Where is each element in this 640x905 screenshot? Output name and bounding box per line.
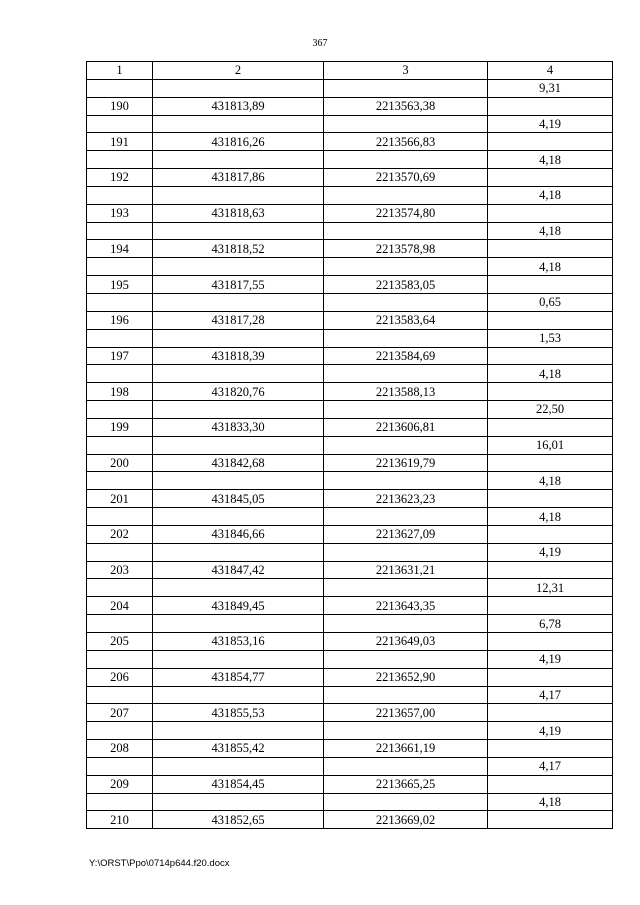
x-coordinate-cell: 431818,52: [153, 240, 324, 258]
footer-file-path: Y:\ORST\Ppo\0714p644.f20.docx: [89, 858, 230, 869]
empty-cell: [324, 293, 488, 311]
distance-cell: 4,18: [488, 186, 613, 204]
empty-cell: [153, 650, 324, 668]
y-coordinate-cell: 2213669,02: [324, 811, 488, 829]
empty-cell: [488, 561, 613, 579]
x-coordinate-cell: 431817,55: [153, 276, 324, 294]
empty-cell: [153, 365, 324, 383]
distance-row: [87, 757, 613, 775]
empty-cell: [153, 401, 324, 419]
empty-cell: [324, 543, 488, 561]
empty-cell: [87, 401, 153, 419]
empty-cell: [153, 115, 324, 133]
point-row: [87, 311, 613, 329]
empty-cell: [488, 775, 613, 793]
point-number-cell: 195: [87, 276, 153, 294]
empty-cell: [488, 240, 613, 258]
empty-cell: [87, 579, 153, 597]
empty-cell: [488, 276, 613, 294]
point-number-cell: 191: [87, 133, 153, 151]
x-coordinate-cell: 431818,39: [153, 347, 324, 365]
page-number: 367: [312, 38, 328, 49]
distance-cell: 4,19: [488, 543, 613, 561]
coordinates-table: [86, 61, 613, 829]
distance-cell: 4,18: [488, 151, 613, 169]
empty-cell: [153, 436, 324, 454]
distance-cell: 16,01: [488, 436, 613, 454]
table-body: [87, 79, 613, 828]
empty-cell: [87, 329, 153, 347]
x-coordinate-cell: 431852,65: [153, 811, 324, 829]
point-row: [87, 668, 613, 686]
x-coordinate-cell: 431846,66: [153, 525, 324, 543]
empty-cell: [488, 383, 613, 401]
distance-cell: 4,18: [488, 793, 613, 811]
empty-cell: [324, 793, 488, 811]
empty-cell: [87, 722, 153, 740]
distance-row: [87, 79, 613, 97]
empty-cell: [324, 151, 488, 169]
distance-row: [87, 508, 613, 526]
empty-cell: [153, 151, 324, 169]
empty-cell: [488, 97, 613, 115]
empty-cell: [87, 472, 153, 490]
empty-cell: [87, 543, 153, 561]
empty-cell: [153, 722, 324, 740]
x-coordinate-cell: 431816,26: [153, 133, 324, 151]
x-coordinate-cell: 431842,68: [153, 454, 324, 472]
distance-row: [87, 115, 613, 133]
empty-cell: [153, 186, 324, 204]
empty-cell: [488, 133, 613, 151]
point-number-cell: 206: [87, 668, 153, 686]
distance-cell: 6,78: [488, 615, 613, 633]
x-coordinate-cell: 431855,53: [153, 704, 324, 722]
distance-row: [87, 401, 613, 419]
empty-cell: [87, 258, 153, 276]
empty-cell: [153, 258, 324, 276]
empty-cell: [324, 686, 488, 704]
empty-cell: [324, 757, 488, 775]
distance-row: [87, 293, 613, 311]
empty-cell: [153, 472, 324, 490]
distance-cell: 4,19: [488, 115, 613, 133]
y-coordinate-cell: 2213570,69: [324, 169, 488, 187]
distance-cell: 4,18: [488, 365, 613, 383]
empty-cell: [488, 454, 613, 472]
distance-row: [87, 186, 613, 204]
empty-cell: [87, 793, 153, 811]
empty-cell: [153, 793, 324, 811]
y-coordinate-cell: 2213627,09: [324, 525, 488, 543]
empty-cell: [87, 615, 153, 633]
y-coordinate-cell: 2213661,19: [324, 740, 488, 758]
point-number-cell: 201: [87, 490, 153, 508]
empty-cell: [87, 186, 153, 204]
empty-cell: [153, 508, 324, 526]
point-number-cell: 198: [87, 383, 153, 401]
distance-cell: 4,19: [488, 722, 613, 740]
point-row: [87, 347, 613, 365]
distance-row: [87, 722, 613, 740]
point-number-cell: 192: [87, 169, 153, 187]
empty-cell: [153, 329, 324, 347]
point-number-cell: 210: [87, 811, 153, 829]
distance-cell: 4,18: [488, 258, 613, 276]
distance-cell: 1,53: [488, 329, 613, 347]
empty-cell: [87, 365, 153, 383]
x-coordinate-cell: 431849,45: [153, 597, 324, 615]
empty-cell: [488, 525, 613, 543]
empty-cell: [324, 329, 488, 347]
empty-cell: [488, 169, 613, 187]
y-coordinate-cell: 2213583,64: [324, 311, 488, 329]
x-coordinate-cell: 431818,63: [153, 204, 324, 222]
empty-cell: [324, 722, 488, 740]
y-coordinate-cell: 2213619,79: [324, 454, 488, 472]
empty-cell: [324, 436, 488, 454]
x-coordinate-cell: 431833,30: [153, 418, 324, 436]
empty-cell: [488, 311, 613, 329]
point-row: [87, 597, 613, 615]
point-row: [87, 454, 613, 472]
y-coordinate-cell: 2213563,38: [324, 97, 488, 115]
empty-cell: [153, 686, 324, 704]
point-number-cell: 199: [87, 418, 153, 436]
y-coordinate-cell: 2213578,98: [324, 240, 488, 258]
y-coordinate-cell: 2213584,69: [324, 347, 488, 365]
distance-cell: 4,17: [488, 686, 613, 704]
empty-cell: [488, 490, 613, 508]
column-header-1: 1: [87, 62, 153, 80]
x-coordinate-cell: 431820,76: [153, 383, 324, 401]
empty-cell: [153, 543, 324, 561]
distance-row: [87, 579, 613, 597]
distance-row: [87, 222, 613, 240]
point-number-cell: 205: [87, 633, 153, 651]
empty-cell: [87, 222, 153, 240]
empty-cell: [153, 579, 324, 597]
empty-cell: [87, 508, 153, 526]
empty-cell: [324, 508, 488, 526]
point-row: [87, 490, 613, 508]
distance-row: [87, 365, 613, 383]
distance-cell: 4,18: [488, 472, 613, 490]
empty-cell: [87, 686, 153, 704]
distance-row: [87, 472, 613, 490]
empty-cell: [324, 222, 488, 240]
point-number-cell: 207: [87, 704, 153, 722]
distance-cell: 22,50: [488, 401, 613, 419]
point-number-cell: 193: [87, 204, 153, 222]
empty-cell: [324, 472, 488, 490]
point-row: [87, 97, 613, 115]
empty-cell: [87, 115, 153, 133]
y-coordinate-cell: 2213631,21: [324, 561, 488, 579]
point-number-cell: 197: [87, 347, 153, 365]
distance-cell: 4,19: [488, 650, 613, 668]
empty-cell: [488, 704, 613, 722]
y-coordinate-cell: 2213566,83: [324, 133, 488, 151]
empty-cell: [87, 757, 153, 775]
empty-cell: [324, 115, 488, 133]
point-number-cell: 209: [87, 775, 153, 793]
y-coordinate-cell: 2213649,03: [324, 633, 488, 651]
empty-cell: [324, 579, 488, 597]
empty-cell: [488, 740, 613, 758]
x-coordinate-cell: 431817,86: [153, 169, 324, 187]
point-number-cell: 203: [87, 561, 153, 579]
y-coordinate-cell: 2213623,23: [324, 490, 488, 508]
distance-cell: 4,18: [488, 508, 613, 526]
empty-cell: [488, 204, 613, 222]
x-coordinate-cell: 431854,77: [153, 668, 324, 686]
point-row: [87, 740, 613, 758]
column-header-3: 3: [324, 62, 488, 80]
y-coordinate-cell: 2213652,90: [324, 668, 488, 686]
empty-cell: [488, 811, 613, 829]
distance-cell: 12,31: [488, 579, 613, 597]
point-row: [87, 775, 613, 793]
empty-cell: [153, 222, 324, 240]
x-coordinate-cell: 431854,45: [153, 775, 324, 793]
x-coordinate-cell: 431817,28: [153, 311, 324, 329]
point-row: [87, 561, 613, 579]
x-coordinate-cell: 431847,42: [153, 561, 324, 579]
column-header-4: 4: [488, 62, 613, 80]
empty-cell: [488, 668, 613, 686]
point-row: [87, 240, 613, 258]
distance-cell: 9,31: [488, 79, 613, 97]
distance-row: [87, 686, 613, 704]
point-row: [87, 133, 613, 151]
empty-cell: [488, 597, 613, 615]
empty-cell: [324, 186, 488, 204]
distance-row: [87, 329, 613, 347]
distance-row: [87, 436, 613, 454]
empty-cell: [153, 293, 324, 311]
empty-cell: [488, 418, 613, 436]
point-row: [87, 169, 613, 187]
y-coordinate-cell: 2213588,13: [324, 383, 488, 401]
point-row: [87, 383, 613, 401]
distance-row: [87, 650, 613, 668]
y-coordinate-cell: 2213574,80: [324, 204, 488, 222]
distance-row: [87, 543, 613, 561]
empty-cell: [488, 633, 613, 651]
empty-cell: [324, 650, 488, 668]
point-row: [87, 704, 613, 722]
empty-cell: [87, 293, 153, 311]
point-number-cell: 202: [87, 525, 153, 543]
x-coordinate-cell: 431855,42: [153, 740, 324, 758]
y-coordinate-cell: 2213657,00: [324, 704, 488, 722]
point-row: [87, 811, 613, 829]
empty-cell: [87, 151, 153, 169]
point-number-cell: 208: [87, 740, 153, 758]
point-row: [87, 418, 613, 436]
point-row: [87, 276, 613, 294]
empty-cell: [87, 436, 153, 454]
point-number-cell: 196: [87, 311, 153, 329]
empty-cell: [324, 401, 488, 419]
point-row: [87, 525, 613, 543]
empty-cell: [87, 650, 153, 668]
y-coordinate-cell: 2213643,35: [324, 597, 488, 615]
y-coordinate-cell: 2213665,25: [324, 775, 488, 793]
x-coordinate-cell: 431813,89: [153, 97, 324, 115]
column-header-2: 2: [153, 62, 324, 80]
point-row: [87, 204, 613, 222]
point-number-cell: 194: [87, 240, 153, 258]
empty-cell: [324, 365, 488, 383]
empty-cell: [153, 757, 324, 775]
empty-cell: [488, 347, 613, 365]
empty-cell: [324, 258, 488, 276]
distance-cell: 0,65: [488, 293, 613, 311]
distance-row: [87, 258, 613, 276]
table-header-row: [87, 62, 613, 80]
y-coordinate-cell: 2213583,05: [324, 276, 488, 294]
point-number-cell: 200: [87, 454, 153, 472]
y-coordinate-cell: 2213606,81: [324, 418, 488, 436]
x-coordinate-cell: 431845,05: [153, 490, 324, 508]
empty-cell: [153, 615, 324, 633]
x-coordinate-cell: 431853,16: [153, 633, 324, 651]
distance-cell: 4,17: [488, 757, 613, 775]
distance-row: [87, 615, 613, 633]
empty-cell: [324, 615, 488, 633]
point-number-cell: 204: [87, 597, 153, 615]
point-row: [87, 633, 613, 651]
distance-row: [87, 151, 613, 169]
distance-cell: 4,18: [488, 222, 613, 240]
point-number-cell: 190: [87, 97, 153, 115]
distance-row: [87, 793, 613, 811]
